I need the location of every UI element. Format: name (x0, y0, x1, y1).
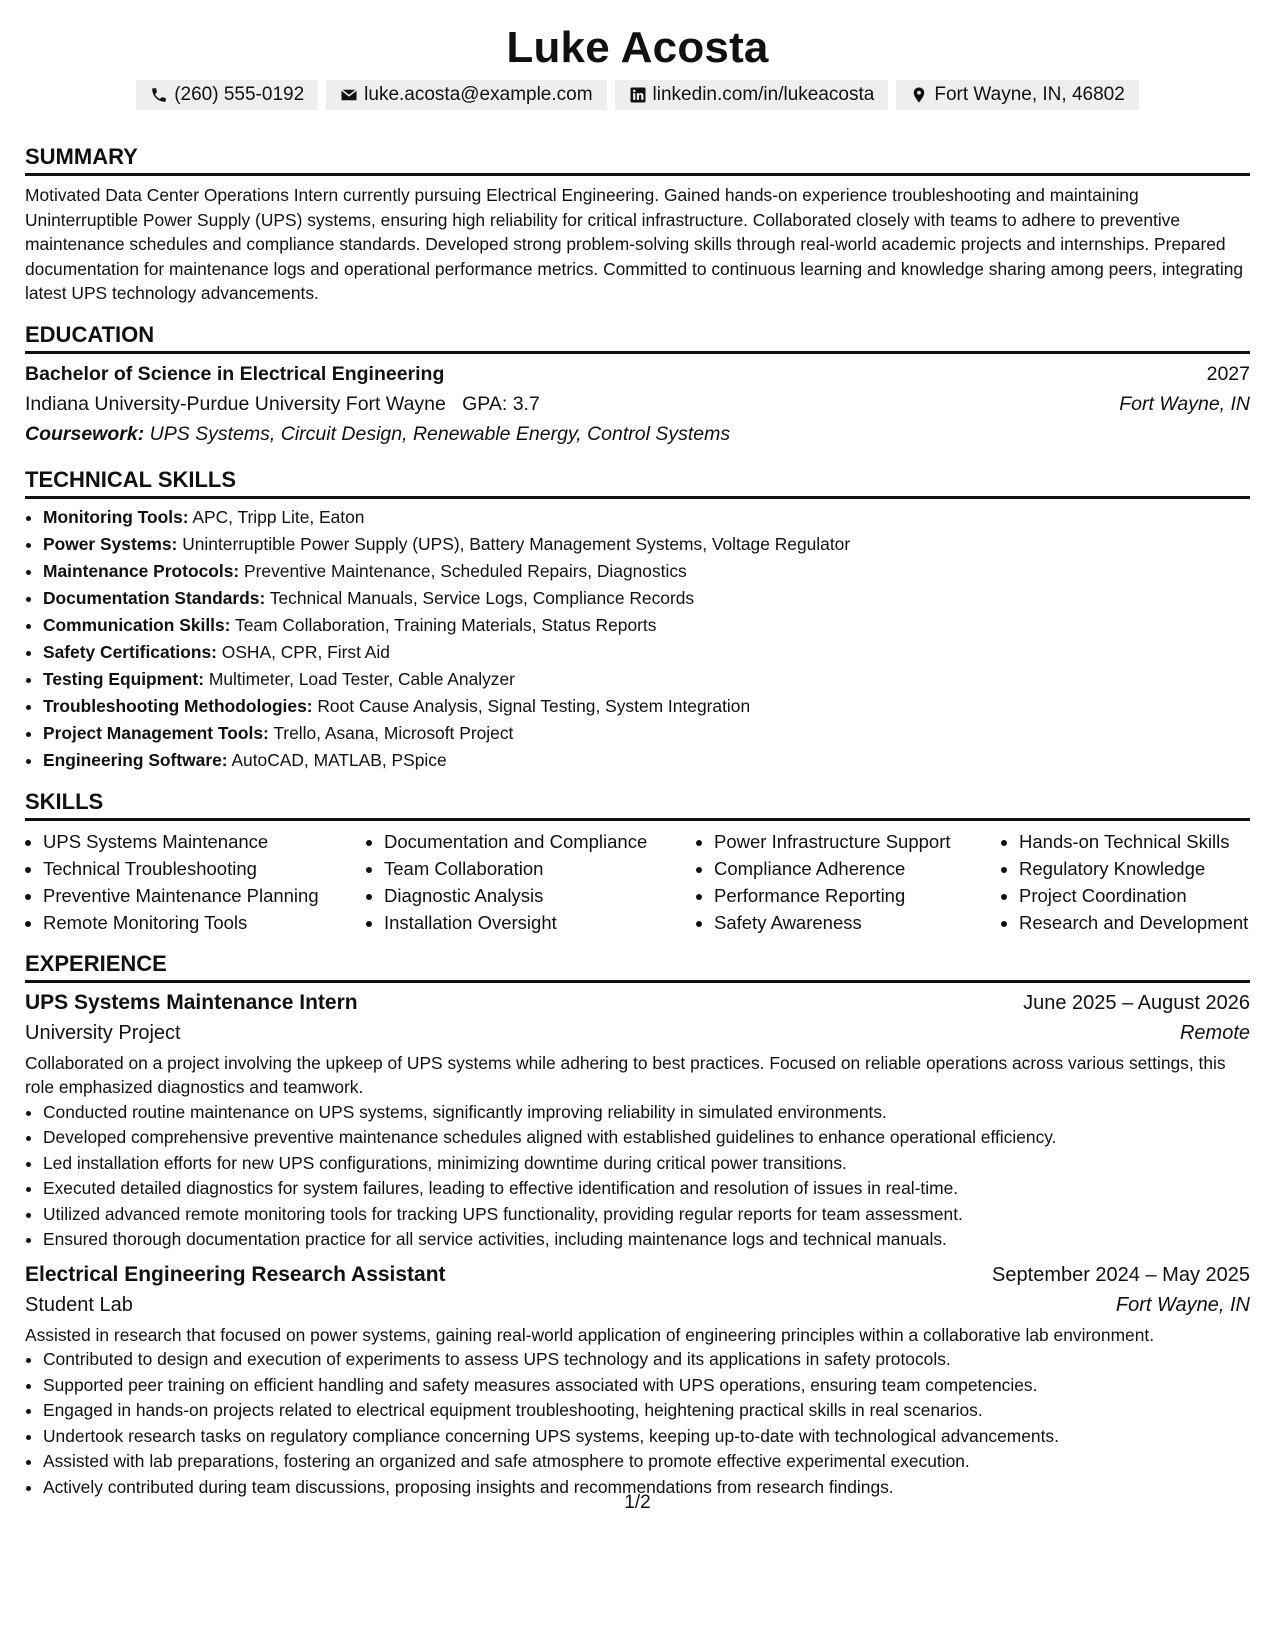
list-item: • Ensured thorough documentation practice for all service activities, including maintenance logs and technical manuals. (43, 1227, 1250, 1253)
list-item: • Project Coordination (1019, 882, 1250, 909)
envelope-icon (340, 86, 358, 104)
job-location: Fort Wayne, IN (1115, 1293, 1250, 1316)
list-item: • Team Collaboration (384, 855, 696, 882)
list-item: • Power Infrastructure Support (714, 828, 1001, 855)
list-item: • Led installation efforts for new UPS configurations, minimizing downtime during critical power transitions. (43, 1151, 1250, 1177)
resume-page (25, 0, 1250, 1500)
list-item: • Power Systems: Uninterruptible Power Supply (UPS), Battery Management Systems, Voltage Regulator (43, 531, 1250, 558)
contact-bar (25, 80, 1250, 110)
job-description: Collaborated on a project involving the upkeep of UPS systems while adhering to best practices. Focused on reliable operations across various settings, this role emphasized diagnostics and teamwork. (25, 1052, 1226, 1097)
section-title-technical-skills: TECHNICAL SKILLS (25, 466, 1250, 499)
list-item: • Developed comprehensive preventive maintenance schedules aligned with established guidelines to enhance operational efficiency. (43, 1125, 1250, 1151)
skills-column (1001, 828, 1250, 936)
list-item: • Hands-on Technical Skills (1019, 828, 1250, 855)
job-location: Remote (1179, 1021, 1250, 1044)
experience-section (25, 950, 1250, 1501)
list-item: • Performance Reporting (714, 882, 1001, 909)
technical-skills-list (25, 504, 1250, 774)
education-section (25, 321, 1250, 449)
list-item: • Monitoring Tools: APC, Tripp Lite, Eaton (43, 504, 1250, 531)
section-title-summary: SUMMARY (25, 143, 1250, 176)
job-title: Electrical Engineering Research Assistant (25, 1262, 446, 1286)
list-item: • Documentation and Compliance (384, 828, 696, 855)
list-item: • Preventive Maintenance Planning (43, 882, 366, 909)
list-item: • Remote Monitoring Tools (43, 909, 366, 936)
skills-grid (25, 828, 1250, 936)
email-text: luke.acosta@example.com (364, 84, 593, 105)
contact-linkedin[interactable] (615, 80, 889, 110)
linkedin-icon (629, 86, 647, 104)
list-item: • Utilized advanced remote monitoring tools for tracking UPS functionality, providing regular reports for team assessment. (43, 1202, 1250, 1228)
linkedin-text: linkedin.com/in/lukeacosta (652, 84, 875, 105)
list-item: • Conducted routine maintenance on UPS systems, significantly improving reliability in simulated environments. (43, 1100, 1250, 1126)
list-item: • Undertook research tasks on regulatory compliance concerning UPS systems, keeping up-to-date with technological advancements. (43, 1424, 1250, 1450)
school-location: Fort Wayne, IN (1119, 392, 1250, 415)
contact-email[interactable] (326, 80, 606, 110)
job-org: Student Lab (25, 1293, 133, 1316)
list-item: • Safety Awareness (714, 909, 1001, 936)
job-dates: June 2025 – August 2026 (1023, 991, 1250, 1014)
location-text: Fort Wayne, IN, 46802 (934, 84, 1125, 105)
technical-skills-section (25, 466, 1250, 774)
section-title-education: EDUCATION (25, 321, 1250, 354)
contact-location (896, 80, 1138, 110)
list-item: • Maintenance Protocols: Preventive Maintenance, Scheduled Repairs, Diagnostics (43, 558, 1250, 585)
phone-icon (150, 86, 168, 104)
list-item: • Engaged in hands-on projects related to electrical equipment troubleshooting, heightening practical skills in real scenarios. (43, 1398, 1250, 1424)
summary-text: Motivated Data Center Operations Intern currently pursuing Electrical Engineering. Gained hands-on experience troubleshooting and maintaining Uninterruptible Power Supply (UPS) systems, ensuring high reliability for critical infrastructure. Collaborated closely with teams to adhere to preventive maintenance schedules and compliance standards. Developed strong problem-solving skills through real-world academic projects and internships. Prepared documentation for maintenance logs and operational performance metrics. Committed to continuous learning and knowledge sharing among peers, integrating latest UPS technology advancements. (25, 185, 1244, 303)
skills-column (25, 828, 366, 936)
summary-section (25, 143, 1250, 306)
list-item: • Regulatory Knowledge (1019, 855, 1250, 882)
list-item: • Research and Development (1019, 909, 1250, 936)
list-item: • Testing Equipment: Multimeter, Load Tester, Cable Analyzer (43, 666, 1250, 693)
graduation-year: 2027 (1206, 362, 1250, 385)
list-item: • Assisted with lab preparations, fostering an organized and safe atmosphere to promote effective experimental execution. (43, 1449, 1250, 1475)
gpa: GPA: 3.7 (462, 392, 540, 415)
list-item: • Communication Skills: Team Collaboration, Training Materials, Status Reports (43, 612, 1250, 639)
skills-column (366, 828, 696, 936)
job-bullets (25, 1100, 1250, 1253)
list-item: • Installation Oversight (384, 909, 696, 936)
list-item: • Compliance Adherence (714, 855, 1001, 882)
map-pin-icon (910, 86, 928, 104)
page-number: 1/2 (624, 1492, 651, 1513)
candidate-name: Luke Acosta (506, 23, 769, 72)
job-description: Assisted in research that focused on power systems, gaining real-world application of engineering principles within a collaborative lab environment. (25, 1324, 1155, 1345)
list-item: • Technical Troubleshooting (43, 855, 366, 882)
list-item: • Diagnostic Analysis (384, 882, 696, 909)
contact-phone[interactable] (136, 80, 318, 110)
coursework-label: Coursework: (25, 422, 145, 445)
list-item: • Actively contributed during team discussions, proposing insights and recommendations from research findings. (43, 1475, 1250, 1501)
degree: Bachelor of Science in Electrical Engineering (25, 362, 445, 385)
list-item: • Documentation Standards: Technical Manuals, Service Logs, Compliance Records (43, 585, 1250, 612)
list-item: • Project Management Tools: Trello, Asana, Microsoft Project (43, 720, 1250, 747)
job-entry (25, 1260, 1250, 1501)
section-title-skills: SKILLS (25, 788, 1250, 821)
list-item: • Troubleshooting Methodologies: Root Cause Analysis, Signal Testing, System Integration (43, 693, 1250, 720)
job-dates: September 2024 – May 2025 (992, 1263, 1250, 1286)
phone-text: (260) 555-0192 (174, 84, 305, 105)
list-item: • Contributed to design and execution of experiments to assess UPS technology and its applications in safety protocols. (43, 1347, 1250, 1373)
list-item: • Safety Certifications: OSHA, CPR, First Aid (43, 639, 1250, 666)
list-item: • UPS Systems Maintenance (43, 828, 366, 855)
job-entry (25, 988, 1250, 1253)
job-title: UPS Systems Maintenance Intern (25, 990, 358, 1014)
job-bullets (25, 1347, 1250, 1500)
skills-column (696, 828, 1001, 936)
skills-section (25, 788, 1250, 936)
job-org: University Project (25, 1021, 181, 1044)
list-item: • Supported peer training on efficient handling and safety measures associated with UPS operations, ensuring team competencies. (43, 1373, 1250, 1399)
section-title-experience: EXPERIENCE (25, 950, 1250, 983)
coursework-list: UPS Systems, Circuit Design, Renewable Energy, Control Systems (149, 422, 731, 445)
school-name: Indiana University-Purdue University Fort Wayne (25, 392, 446, 415)
list-item: • Engineering Software: AutoCAD, MATLAB, PSpice (43, 747, 1250, 774)
list-item: • Executed detailed diagnostics for system failures, leading to effective identification and resolution of issues in real-time. (43, 1176, 1250, 1202)
